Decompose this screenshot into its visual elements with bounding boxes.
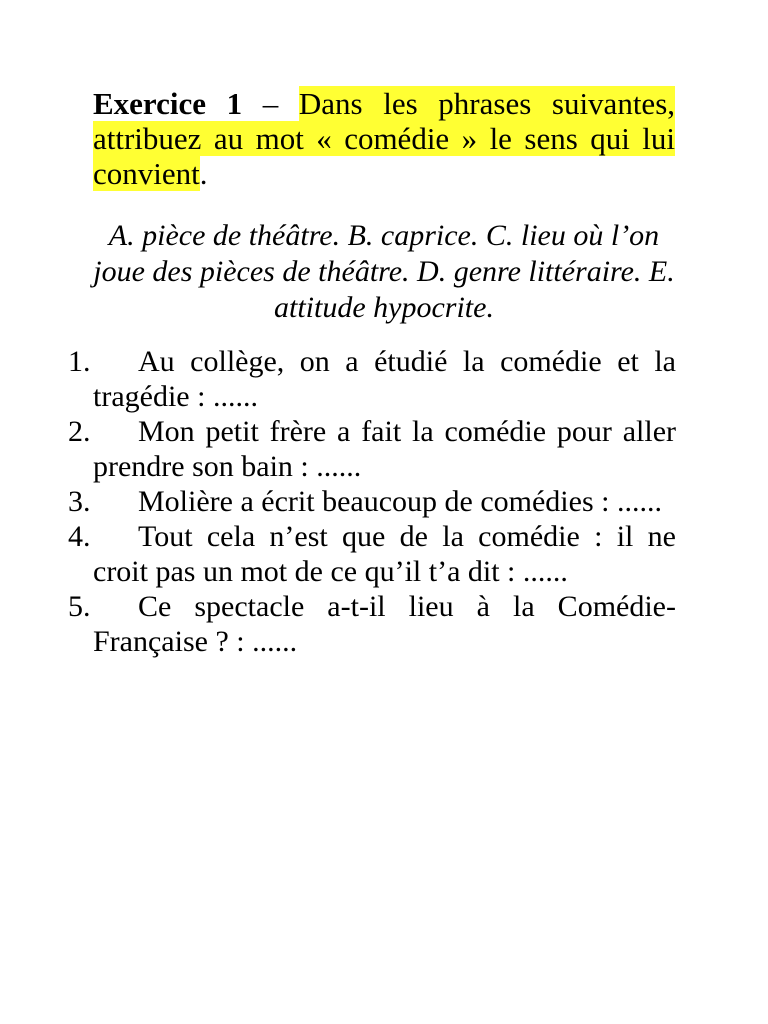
exercise-instruction: Dans les phrases suivantes, attribuez au mot « comédie » le sens qui lui convient — [93, 86, 676, 191]
question-number: 3. — [68, 485, 91, 518]
question-number: 4. — [68, 520, 91, 553]
questions-list — [68, 344, 676, 659]
question-item — [68, 344, 676, 414]
question-text: Ce spectacle a-t-il lieu à la Comédie-Française ? : ...... — [93, 590, 676, 658]
question-item — [68, 519, 676, 589]
exercise-label: Exercice 1 — [93, 86, 243, 121]
question-text: Au collège, on a étudié la comédie et la tragédie : ...... — [93, 345, 676, 413]
question-item — [68, 414, 676, 484]
definitions-list: A. pièce de théâtre. B. caprice. C. lieu où l’on joue des pièces de théâtre. D. genre littéraire. E. attitude hypocrite. — [93, 219, 675, 324]
exercise-instruction-end: . — [199, 156, 208, 191]
question-text: Tout cela n’est que de la comédie : il ne croit pas un mot de ce qu’il t’a dit : ...... — [93, 520, 676, 588]
question-number: 5. — [68, 590, 91, 623]
question-text: Mon petit frère a fait la comédie pour aller prendre son bain : ...... — [93, 415, 676, 483]
question-number: 1. — [68, 345, 91, 378]
question-item — [68, 484, 676, 519]
question-item — [68, 589, 676, 659]
exercise-dash: – — [242, 86, 299, 121]
question-text: Molière a écrit beaucoup de comédies : ...... — [138, 485, 662, 518]
question-number: 2. — [68, 415, 91, 448]
exercise-heading — [93, 86, 675, 191]
